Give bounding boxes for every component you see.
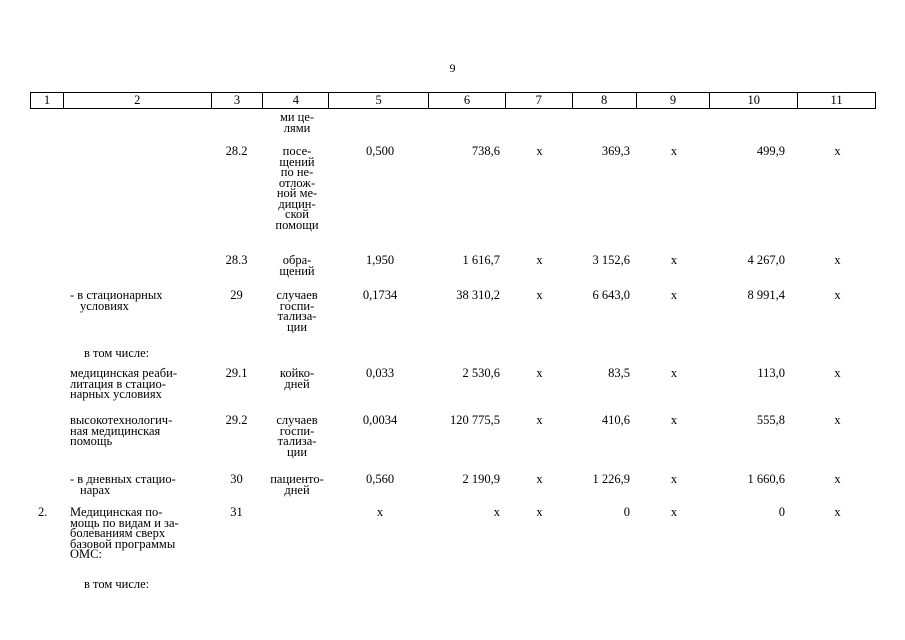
row-name-line: ная медицинская	[70, 423, 161, 438]
header-cell: 7	[506, 93, 573, 108]
unit-of-measure-line: щений	[279, 263, 315, 278]
cell-col9: х	[670, 413, 678, 427]
unit-of-measure	[264, 415, 330, 457]
row-name-line: медицинская реаби-	[70, 366, 177, 380]
unit-of-measure-line: помощи	[275, 217, 319, 232]
cell-col6: 2 530,6	[462, 366, 500, 380]
cell-col9: х	[670, 144, 678, 158]
cell-col6: 1 616,7	[462, 253, 500, 267]
row-name-line: в том числе:	[84, 577, 150, 591]
cell-col9: х	[670, 472, 678, 486]
row-name-line: в том числе:	[84, 346, 150, 360]
table-header	[30, 92, 876, 109]
cell-col7: х	[536, 144, 543, 158]
cell-col9: х	[670, 288, 678, 302]
header-cell: 11	[830, 93, 843, 107]
unit-of-measure-line: по не-	[280, 165, 314, 179]
cell-col7: х	[536, 288, 543, 302]
row-name	[84, 579, 224, 590]
unit-of-measure-line: обра-	[282, 253, 312, 267]
cell-col10: 1 660,6	[747, 472, 785, 486]
row-name	[70, 368, 210, 400]
row-name	[84, 348, 224, 359]
unit-of-measure-line: тализа-	[277, 434, 317, 448]
cell-col5: 0,560	[365, 472, 395, 486]
row-name	[70, 507, 210, 560]
unit-of-measure-line: ской	[285, 207, 309, 221]
row-name-line: условиях	[80, 298, 129, 313]
cell-col10: 0	[778, 505, 785, 519]
cell-col11: х	[834, 253, 841, 267]
cell-col11: х	[834, 472, 841, 486]
row-index: 2.	[38, 505, 48, 519]
unit-of-measure-line: ной ме-	[276, 186, 318, 200]
row-name-line: нарных условиях	[70, 387, 162, 401]
unit-of-measure-line: госпи-	[279, 298, 315, 313]
cell-col7: х	[536, 472, 543, 486]
cell-col8: 410,6	[601, 413, 630, 427]
row-name-line: литация в стацио-	[70, 376, 166, 391]
header-cell: 8	[573, 93, 637, 108]
cell-col9: х	[670, 505, 678, 519]
header-cell: 10	[710, 93, 798, 108]
row-name-line: базовой программы	[70, 536, 176, 551]
unit-of-measure-line: госпи-	[279, 423, 315, 438]
cell-col8: 0	[623, 505, 630, 519]
unit-of-measure	[264, 368, 330, 389]
row-name	[70, 290, 210, 311]
cell-col6: 120 775,5	[450, 413, 500, 427]
unit-of-measure-line: ции	[286, 319, 308, 334]
unit-of-measure	[264, 290, 330, 332]
cell-col8: 369,3	[601, 144, 630, 158]
cell-col10: 499,9	[756, 144, 785, 158]
row-name-line: мощь по видам и за-	[70, 515, 179, 530]
header-cell: 5	[329, 93, 429, 108]
cell-col6: 738,6	[471, 144, 500, 158]
row-name-line: Медицинская по-	[70, 505, 163, 519]
cell-col11: х	[834, 366, 841, 380]
unit-of-measure-line: отлож-	[278, 175, 316, 190]
cell-col11: х	[834, 144, 841, 158]
row-number: 30	[230, 472, 243, 486]
row-name-line: ОМС:	[70, 547, 102, 561]
row-name-line: - в дневных стацио-	[70, 472, 176, 486]
row-number: 29.1	[225, 366, 248, 380]
unit-of-measure-line: койко-	[279, 366, 315, 380]
cell-col5: х	[376, 505, 384, 519]
row-name-line: нарах	[80, 482, 111, 497]
row-number: 29.2	[225, 413, 248, 427]
cell-col10: 555,8	[756, 413, 785, 427]
header-cell: 2	[64, 93, 212, 108]
unit-of-measure-line: ции	[286, 444, 308, 459]
cell-col10: 8 991,4	[747, 288, 785, 302]
cell-col9: х	[670, 253, 678, 267]
row-number: 28.2	[225, 144, 248, 158]
row-number: 31	[230, 505, 243, 519]
row-name-line: болеваниям сверх	[70, 526, 166, 540]
cell-col5: 0,033	[365, 366, 395, 380]
header-cell: 6	[429, 93, 506, 108]
cell-col6: 2 190,9	[462, 472, 500, 486]
cell-col5: 0,0034	[362, 413, 398, 427]
unit-of-measure-line: посе-	[282, 144, 312, 158]
unit-of-measure-line: щений	[279, 154, 315, 169]
unit-of-measure	[264, 474, 330, 495]
cell-col8: 6 643,0	[592, 288, 630, 302]
cell-col8: 3 152,6	[592, 253, 630, 267]
unit-of-measure-line: дней	[284, 376, 310, 391]
cell-col11: х	[834, 288, 841, 302]
row-name	[70, 415, 210, 447]
row-name-line: - в стационарных	[70, 288, 163, 302]
cell-col8: 1 226,9	[592, 472, 630, 486]
header-cell: 9	[637, 93, 711, 108]
unit-of-measure-line: пациенто-	[270, 472, 324, 486]
unit-of-measure-line: ми це-	[279, 110, 315, 124]
unit-of-measure-line: дней	[284, 482, 310, 497]
unit-of-measure	[264, 112, 330, 133]
cell-col6: 38 310,2	[456, 288, 500, 302]
cell-col6: х	[493, 505, 500, 519]
cell-col8: 83,5	[608, 366, 630, 380]
unit-of-measure-line: случаев	[276, 413, 318, 427]
cell-col7: х	[536, 505, 543, 519]
cell-col7: х	[536, 253, 543, 267]
unit-of-measure-line: случаев	[276, 288, 318, 302]
cell-col10: 113,0	[757, 366, 785, 380]
unit-of-measure	[264, 146, 330, 230]
cell-col9: х	[670, 366, 678, 380]
unit-of-measure-line: дицин-	[278, 196, 316, 211]
header-cell: 1	[31, 93, 64, 108]
header-cell: 4	[263, 93, 329, 108]
cell-col10: 4 267,0	[747, 253, 785, 267]
row-number: 29	[230, 288, 243, 302]
unit-of-measure	[264, 255, 330, 276]
unit-of-measure-line: тализа-	[277, 309, 317, 323]
unit-of-measure-line: лями	[283, 120, 311, 135]
row-name-line: высокотехнологич-	[70, 413, 173, 427]
row-name-line: помощь	[70, 434, 113, 448]
page-number: 9	[449, 61, 456, 75]
cell-col11: х	[834, 505, 841, 519]
cell-col7: х	[536, 413, 543, 427]
header-cell: 3	[212, 93, 264, 108]
cell-col7: х	[536, 366, 543, 380]
cell-col5: 0,1734	[362, 288, 398, 302]
cell-col5: 1,950	[365, 253, 395, 267]
row-name	[70, 474, 210, 495]
cell-col5: 0,500	[365, 144, 395, 158]
cell-col11: х	[834, 413, 841, 427]
row-number: 28.3	[225, 253, 248, 267]
